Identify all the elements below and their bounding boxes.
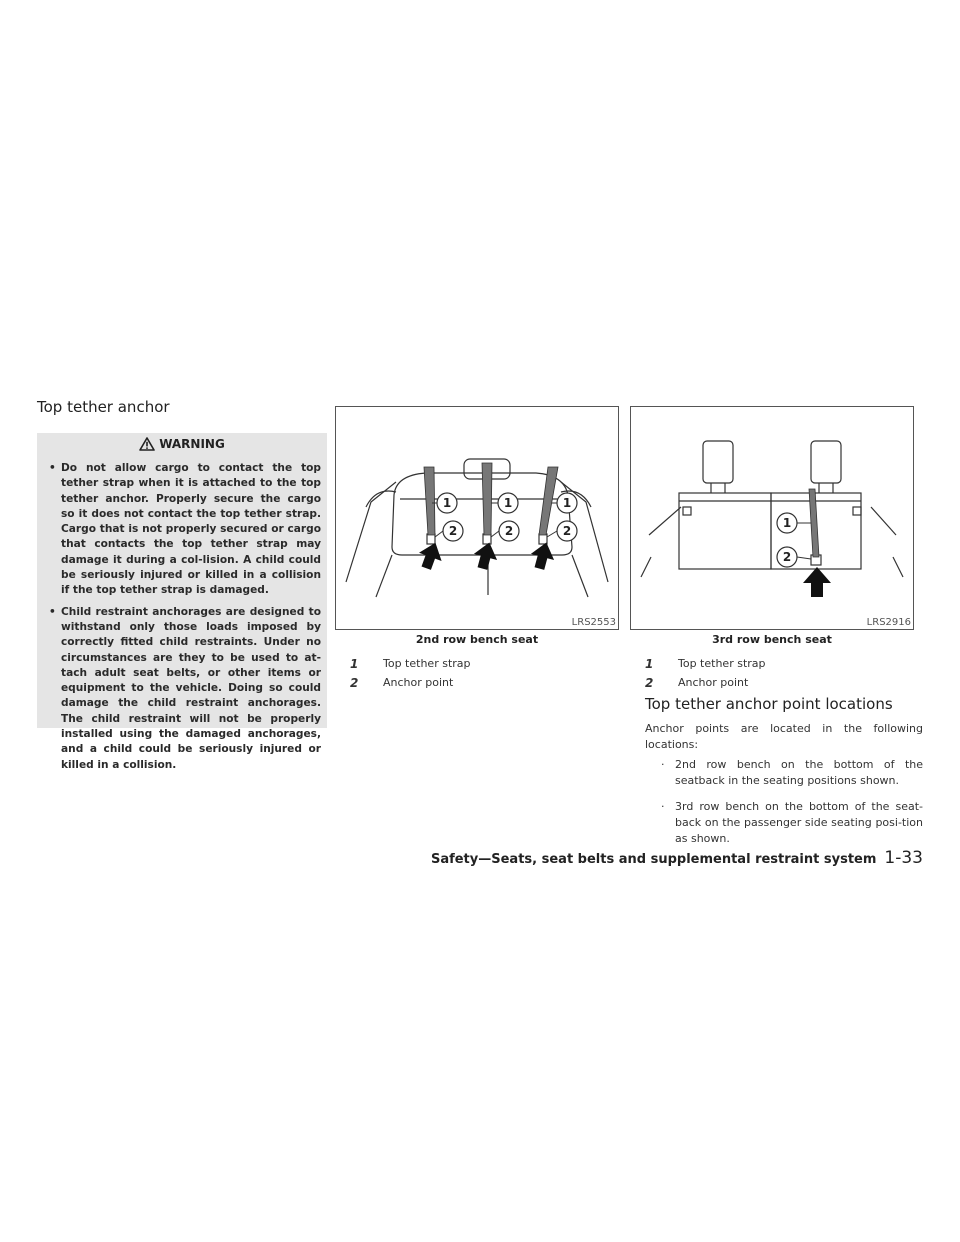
legend-number: 1 — [350, 656, 359, 671]
arrow-up-icon — [803, 567, 831, 597]
callout-label-1: 1 — [442, 496, 452, 510]
legend-text: Top tether strap — [678, 657, 766, 670]
list-item: · 3rd row bench on the bottom of the seat-back on the passenger side seating posi-tion as shown. — [657, 799, 923, 847]
legend-item — [645, 654, 766, 673]
legend-item — [350, 673, 471, 692]
legend-number: 2 — [350, 675, 359, 690]
figure-code: LRS2916 — [866, 617, 911, 628]
legend-item — [645, 673, 766, 692]
legend-text: Anchor point — [678, 676, 749, 689]
warning-item: • Child restraint anchorages are designed to withstand only those loads imposed by correctly fitted child restraints. Under no circumstances are they to be used to at-tach adult seat belts, or other items or equipment to the vehicle. Doing so could damage the child restraint anchorages. The child restraint will not be properly installed using the damaged anchorages, and a child could be seriously injured or killed in a collision. — [47, 605, 321, 773]
warning-triangle-icon — [139, 437, 155, 451]
warning-header — [37, 433, 327, 455]
footer-title: Safety—Seats, seat belts and supplemental restraint system — [430, 852, 877, 867]
figure-caption: 2nd row bench seat — [415, 633, 539, 646]
figure-caption: 3rd row bench seat — [712, 633, 832, 646]
callout-label-1: 1 — [782, 516, 792, 530]
legend-number: 1 — [645, 656, 654, 671]
warning-list — [37, 455, 327, 773]
warning-item: • Do not allow cargo to contact the top tether strap when it is attached to the top tether anchor. Properly secure the cargo so it does not contact the top tether strap. Cargo that is not properly secured or cargo that contacts the top tether strap may damage it during a col-lision. A child could be seriously injured or killed in a collision if the top tether strap is damaged. — [47, 461, 321, 599]
warning-box — [37, 433, 327, 771]
list-item: · 2nd row bench on the bottom of the seatback in the seating positions shown. — [657, 757, 923, 789]
legend-item — [350, 654, 471, 673]
seat-illustration-2nd-row — [336, 407, 618, 629]
figure-code: LRS2553 — [571, 617, 616, 628]
figure-legend — [645, 654, 766, 692]
callout-label-1: 1 — [503, 496, 513, 510]
section-title: Top tether anchor — [37, 398, 170, 416]
legend-text: Anchor point — [383, 676, 454, 689]
seat-illustration-3rd-row — [631, 407, 913, 629]
figure-3rd-row-bench — [630, 406, 914, 630]
locations-list — [657, 757, 923, 857]
warning-label: WARNING — [159, 437, 225, 451]
page-number: 1-33 — [884, 848, 923, 868]
callout-label-2: 2 — [448, 524, 458, 538]
page-footer — [431, 848, 923, 868]
callout-label-2: 2 — [782, 550, 792, 564]
legend-number: 2 — [645, 675, 654, 690]
locations-intro: Anchor points are located in the following locations: — [645, 722, 923, 751]
locations-title: Top tether anchor point locations — [645, 695, 893, 713]
legend-text: Top tether strap — [383, 657, 471, 670]
callout-label-2: 2 — [562, 524, 572, 538]
callout-label-1: 1 — [562, 496, 572, 510]
figure-2nd-row-bench — [335, 406, 619, 630]
figure-legend — [350, 654, 471, 692]
callout-label-2: 2 — [504, 524, 514, 538]
